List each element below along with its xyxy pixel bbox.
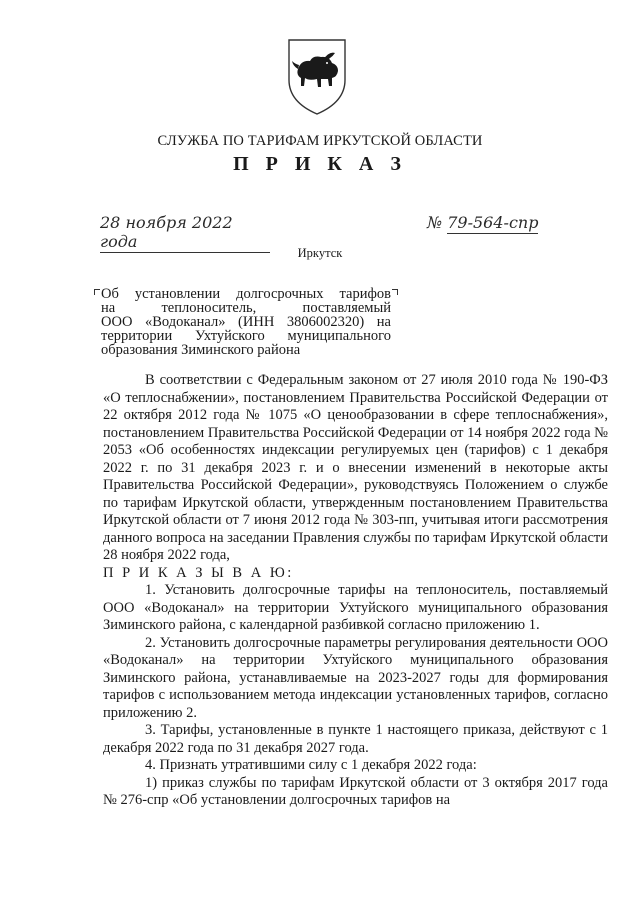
subject-line: территории Ухтуйского муниципального — [101, 328, 391, 344]
preamble-paragraph: В соответствии с Федеральным законом от 27 июля 2010 года № 190-ФЗ «О теплоснабжении», постановлением Правительства Российской Федерации от 22 октября 2012 года № 1075 «О ценообразовании в сфере теплоснабжения», постановлением Правительства Российской Федерации от 14 ноября 2022 года № 2053 «Об особенностях индексации регулируемых цен (тарифов) с 1 декабря 2022 г. по 31 декабря 2023 г. и о внесении изменений в некоторые акты Правительства Российской Федерации», руководствуясь Положением о службе по тарифам Иркутской области, утвержденным постановлением Правительства Иркутской области от 7 июня 2012 года № 303-пп, учитывая итоги рассмотрения данного вопроса на заседании Правления службы по тарифам Иркутской области 28 ноября 2022 года, — [103, 372, 608, 563]
order-word: П Р И К А З Ы В А Ю: — [103, 564, 294, 581]
agency-name: СЛУЖБА ПО ТАРИФАМ ИРКУТСКОЙ ОБЛАСТИ — [157, 133, 483, 149]
subject-line: образования Зиминского района — [101, 342, 301, 358]
order-body — [103, 372, 608, 810]
subject-block — [101, 287, 391, 357]
number-sign: № — [427, 213, 443, 232]
order-item-4: 4. Признать утратившими силу с 1 декабря 2022 года: — [145, 757, 477, 773]
order-item-2: 2. Установить долгосрочные параметры регулирования деятельности ООО «Водоканал» на территории Ухтуйского муниципального образования Зиминского района, устанавливаемые на 2023-2027 годы для формирования тарифов с использованием метода индексации установленных тарифов, согласно приложению 2. — [103, 634, 608, 721]
irkutsk-coat-of-arms-icon — [283, 36, 351, 116]
subject-line: на теплоноситель, поставляемый — [101, 300, 391, 316]
order-number — [427, 213, 547, 232]
subject-line: ООО «Водоканал» (ИНН 3806002320) на — [101, 314, 391, 330]
handwritten-number: 79-564-спр — [447, 213, 539, 232]
city-name: Иркутск — [297, 246, 343, 260]
subject-bracket-left — [94, 289, 100, 295]
order-subitem-4-1: 1) приказ службы по тарифам Иркутской области от 3 октября 2017 года № 276-спр «Об установлении долгосрочных тарифов на — [103, 774, 608, 808]
subject-bracket-right — [392, 289, 398, 295]
order-item-3: 3. Тарифы, установленные в пункте 1 настоящего приказа, действуют с 1 декабря 2022 года по 31 декабря 2027 года. — [103, 722, 608, 756]
handwritten-date: 28 ноября 2022 года — [100, 213, 270, 253]
document-type-title: П Р И К А З — [233, 153, 407, 175]
subject-line: Об установлении долгосрочных тарифов — [101, 286, 391, 302]
order-item-1: 1. Установить долгосрочные тарифы на теплоноситель, поставляемый ООО «Водоканал» на территории Ухтуйского муниципального образования Зиминского района, с календарной разбивкой согласно приложению 1. — [103, 582, 608, 633]
